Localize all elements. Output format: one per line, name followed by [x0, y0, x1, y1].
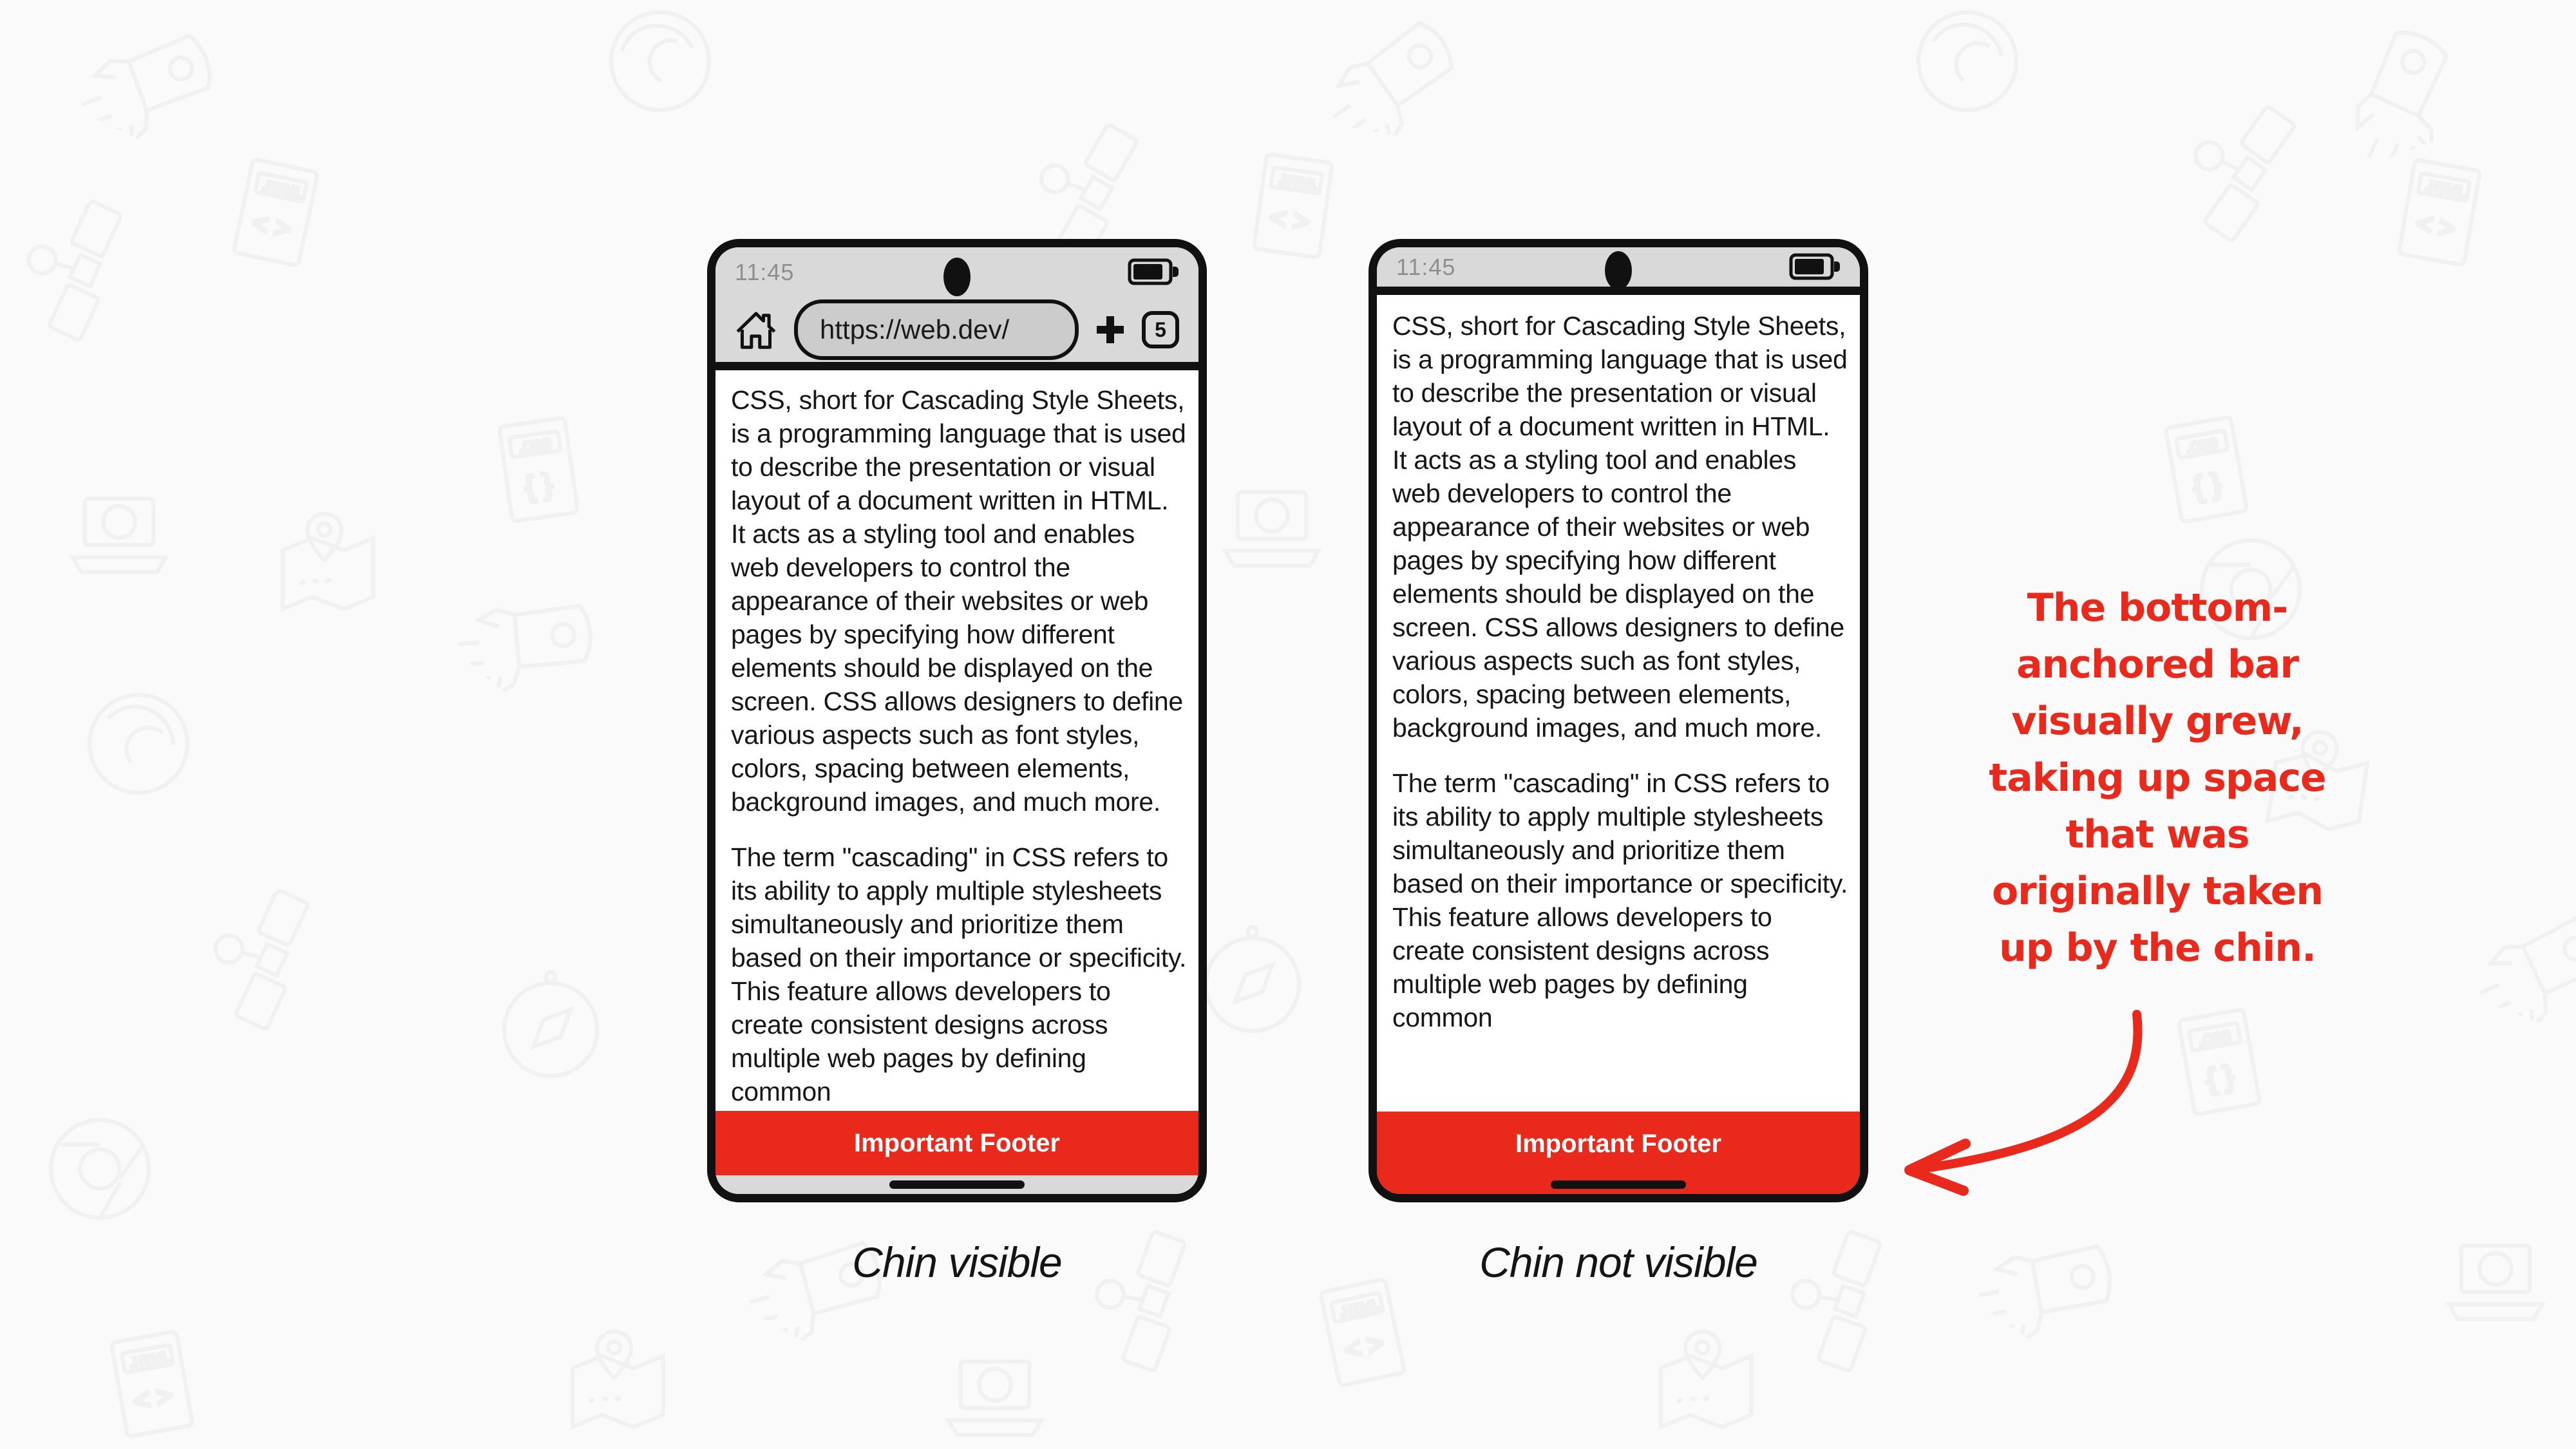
- paragraph: CSS, short for Cascading Style Sheets, is a programming language that is used to describe the presentation or visual layout of a document written in HTML. It acts as a styling tool and enables web developers to control the appearance of their websites or web pages by specifying how different elements should be displayed on the screen. CSS allows designers to define various aspects such as font styles, colors, spacing between elements, background images, and much more.: [731, 385, 1186, 817]
- firefox-watermark-icon: [1906, 0, 2029, 122]
- rocket-watermark-icon: [77, 0, 239, 162]
- rocket-watermark-icon: [451, 554, 624, 727]
- laptop-watermark-icon: [934, 1340, 1056, 1449]
- browser-toolbar: [715, 298, 1198, 362]
- curved-arrow-left-icon: [1880, 995, 2190, 1214]
- tab-count: 5: [1155, 317, 1166, 341]
- url-text: https://web.dev/: [820, 314, 1010, 345]
- compass-watermark-icon: [1191, 921, 1314, 1043]
- html-file-watermark-icon: [2367, 145, 2508, 287]
- css-file-watermark-icon: [469, 404, 607, 543]
- annotation-line: anchored bar: [2016, 642, 2298, 687]
- rocket-watermark-icon: [2475, 884, 2576, 1041]
- firefox-watermark-icon: [585, 0, 735, 136]
- url-bar[interactable]: [794, 299, 1079, 360]
- phone-screen: [715, 247, 1198, 1194]
- status-bar: [715, 247, 1198, 298]
- annotation-line: originally taken: [1991, 869, 2324, 914]
- annotation-line: taking up space: [1989, 755, 2326, 800]
- satellite-watermark-icon: [3, 190, 171, 357]
- status-bar: [1377, 247, 1860, 287]
- annotation-line: The bottom-: [2027, 585, 2288, 630]
- punch-hole-camera-icon: [943, 258, 971, 296]
- footer-label: Important Footer: [854, 1129, 1060, 1157]
- phone-mockup-chin-visible: [707, 239, 1207, 1202]
- laptop-watermark-icon: [58, 477, 180, 599]
- annotation-line: up by the chin.: [1999, 925, 2316, 971]
- new-tab-button[interactable]: [1095, 315, 1125, 345]
- battery-icon: [1128, 258, 1182, 287]
- paragraph: CSS, short for Cascading Style Sheets, is a programming language that is used to describe the presentation or visual layout of a document written in HTML. It acts as a styling tool and enables web developers to control the appearance of their websites or web pages by specifying how different elements should be displayed on the screen. CSS allows designers to define various aspects such as font styles, colors, spacing between elements, background images, and much more.: [1392, 311, 1848, 743]
- tab-counter-button[interactable]: [1142, 311, 1179, 348]
- phone-mockup-chin-not-visible: [1368, 239, 1868, 1202]
- compass-watermark-icon: [489, 966, 612, 1088]
- html-file-watermark-icon: [80, 1317, 222, 1449]
- rocket-watermark-icon: [1973, 1200, 2143, 1370]
- paragraph: The term "cascading" in CSS refers to its ability to apply multiple stylesheets simultaneously and prioritize them based on their importance or specificity. This feature allows developers to create consistent designs across multiple web pages by defining common: [731, 842, 1187, 1106]
- html-file-watermark-icon: [1222, 140, 1361, 279]
- laptop-watermark-icon: [1211, 470, 1333, 592]
- punch-hole-camera-icon: [1605, 251, 1632, 290]
- home-indicator-pill[interactable]: [1551, 1180, 1686, 1189]
- annotation-line: that was: [2065, 812, 2249, 857]
- important-footer-bar[interactable]: [715, 1111, 1198, 1175]
- phone-screen: [1377, 247, 1860, 1194]
- status-time: 11:45: [1396, 253, 1456, 280]
- paragraph: The term "cascading" in CSS refers to its ability to apply multiple stylesheets simultaneously and prioritize them based on their importance or specificity. This feature allows developers to create consistent designs across multiple web pages by defining common: [1392, 768, 1848, 1032]
- caption-chin-visible: Chin visible: [852, 1238, 1062, 1286]
- laptop-watermark-icon: [2434, 1224, 2557, 1346]
- caption-chin-not-visible: Chin not visible: [1479, 1238, 1757, 1286]
- home-icon[interactable]: [735, 307, 777, 352]
- toolbar-divider: [715, 362, 1198, 370]
- html-file-watermark-icon: [201, 143, 346, 288]
- status-time: 11:45: [735, 259, 795, 285]
- rocket-watermark-icon: [2327, 8, 2484, 166]
- chrome-watermark-icon: [39, 1108, 161, 1230]
- map-watermark-icon: [1649, 1327, 1771, 1449]
- battery-icon: [1789, 253, 1843, 281]
- annotation-note: [1938, 580, 2376, 976]
- home-indicator-pill[interactable]: [889, 1180, 1025, 1189]
- footer-label: Important Footer: [1515, 1130, 1721, 1158]
- web-page-content: [1377, 295, 1860, 1112]
- rocket-watermark-icon: [1330, 3, 1472, 145]
- annotation-line: visually grew,: [2011, 699, 2304, 744]
- css-file-watermark-icon: [2135, 402, 2277, 544]
- satellite-watermark-icon: [2172, 99, 2329, 256]
- map-watermark-icon: [270, 509, 393, 631]
- firefox-watermark-icon: [68, 673, 209, 815]
- web-page-content: [715, 370, 1198, 1111]
- satellite-watermark-icon: [190, 879, 357, 1046]
- map-watermark-icon: [560, 1327, 683, 1449]
